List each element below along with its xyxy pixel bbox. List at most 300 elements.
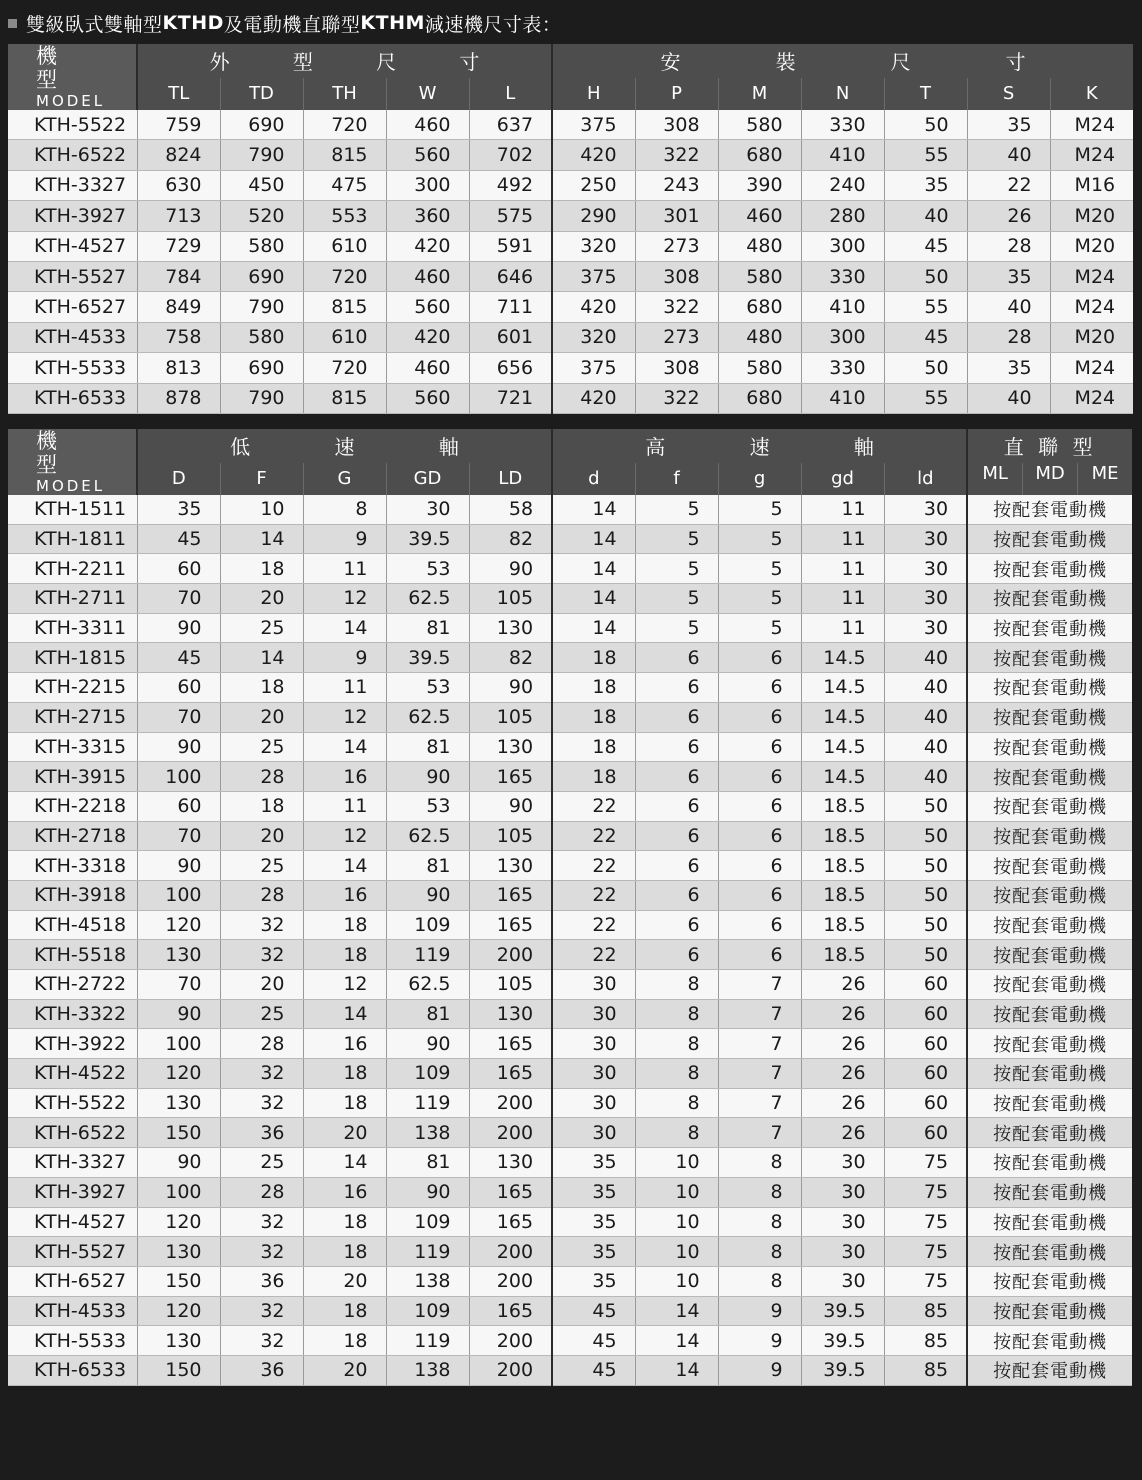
value-cell: 119 — [386, 1326, 469, 1356]
value-cell: 32 — [220, 1296, 303, 1326]
value-cell: 5 — [635, 495, 718, 524]
value-cell: 100 — [137, 880, 220, 910]
motor-note-cell: 按配套電動機 — [967, 495, 1132, 524]
value-cell: 16 — [303, 762, 386, 792]
value-cell: 5 — [718, 524, 801, 554]
column-header-m: M — [718, 78, 801, 110]
value-cell: 105 — [469, 584, 552, 614]
value-cell: 35 — [552, 1237, 635, 1267]
value-cell: 8 — [718, 1266, 801, 1296]
value-cell: 165 — [469, 1029, 552, 1059]
value-cell: 790 — [220, 292, 303, 322]
group-char: 安 — [660, 50, 681, 75]
table-row — [8, 821, 1132, 851]
value-cell: 25 — [220, 732, 303, 762]
model-cell: KTH-4518 — [8, 910, 137, 940]
value-cell: 200 — [469, 1237, 552, 1267]
motor-note-cell: 按配套電動機 — [967, 702, 1132, 732]
column-header-row — [8, 463, 1132, 495]
model-cell: KTH-3915 — [8, 762, 137, 792]
value-cell: 758 — [137, 322, 220, 352]
value-cell: M24 — [1050, 383, 1133, 413]
value-cell: 375 — [552, 353, 635, 383]
value-cell: 32 — [220, 940, 303, 970]
square-bullet-icon — [8, 19, 17, 28]
value-cell: 6 — [718, 940, 801, 970]
motor-note-cell: 按配套電動機 — [967, 940, 1132, 970]
model-header-en: MODEL — [36, 92, 106, 110]
value-cell: 40 — [884, 762, 967, 792]
value-cell: 410 — [801, 292, 884, 322]
value-cell: 40 — [967, 292, 1050, 322]
column-header-h: H — [552, 78, 635, 110]
value-cell: 646 — [469, 261, 552, 291]
value-cell: 85 — [884, 1326, 967, 1356]
value-cell: 12 — [303, 702, 386, 732]
value-cell: 10 — [635, 1177, 718, 1207]
value-cell: 39.5 — [801, 1326, 884, 1356]
value-cell: 14.5 — [801, 673, 884, 703]
value-cell: 250 — [552, 170, 635, 200]
value-cell: 70 — [137, 584, 220, 614]
value-cell: 30 — [386, 495, 469, 524]
value-cell: 6 — [718, 673, 801, 703]
value-cell: 26 — [801, 1029, 884, 1059]
value-cell: 8 — [718, 1177, 801, 1207]
value-cell: 813 — [137, 353, 220, 383]
value-cell: 30 — [552, 1118, 635, 1148]
dimension-table-outer-mount — [8, 44, 1133, 414]
value-cell: 30 — [552, 1088, 635, 1118]
value-cell: 18 — [220, 791, 303, 821]
value-cell: 109 — [386, 1296, 469, 1326]
value-cell: 26 — [801, 1118, 884, 1148]
motor-note-cell: 按配套電動機 — [967, 1237, 1132, 1267]
value-cell: 11 — [801, 613, 884, 643]
column-header-s: S — [967, 78, 1050, 110]
value-cell: 591 — [469, 231, 552, 261]
value-cell: 130 — [137, 1088, 220, 1118]
group-char: 軸 — [853, 435, 874, 460]
value-cell: 8 — [635, 1029, 718, 1059]
value-cell: 109 — [386, 1207, 469, 1237]
value-cell: 30 — [801, 1207, 884, 1237]
value-cell: 680 — [718, 140, 801, 170]
model-cell: KTH-5522 — [8, 1088, 137, 1118]
value-cell: 81 — [386, 1148, 469, 1178]
value-cell: 560 — [386, 292, 469, 322]
table-row — [8, 851, 1132, 881]
column-header-g: G — [303, 463, 386, 495]
motor-note-cell: 按配套電動機 — [967, 613, 1132, 643]
value-cell: 36 — [220, 1118, 303, 1148]
value-cell: 8 — [718, 1237, 801, 1267]
value-cell: 11 — [801, 554, 884, 584]
value-cell: 5 — [718, 584, 801, 614]
value-cell: 6 — [718, 821, 801, 851]
value-cell: 30 — [552, 1059, 635, 1089]
value-cell: 480 — [718, 322, 801, 352]
value-cell: 165 — [469, 910, 552, 940]
group-header-high-speed-shaft — [552, 429, 967, 463]
value-cell: 14 — [552, 584, 635, 614]
motor-note-cell: 按配套電動機 — [967, 1207, 1132, 1237]
value-cell: 14 — [303, 1148, 386, 1178]
value-cell: 8 — [635, 1088, 718, 1118]
model-header-en: MODEL — [36, 477, 106, 495]
motor-note-cell: 按配套電動機 — [967, 1029, 1132, 1059]
value-cell: 200 — [469, 1326, 552, 1356]
value-cell: 721 — [469, 383, 552, 413]
value-cell: 14.5 — [801, 702, 884, 732]
model-cell: KTH-5522 — [8, 110, 137, 140]
value-cell: 120 — [137, 1296, 220, 1326]
value-cell: 40 — [884, 673, 967, 703]
value-cell: 713 — [137, 201, 220, 231]
table-row — [8, 613, 1132, 643]
value-cell: 690 — [220, 261, 303, 291]
value-cell: 729 — [137, 231, 220, 261]
value-cell: 50 — [884, 353, 967, 383]
model-cell: KTH-5527 — [8, 1237, 137, 1267]
value-cell: 22 — [552, 940, 635, 970]
motor-note-cell: 按配套電動機 — [967, 1088, 1132, 1118]
value-cell: 9 — [718, 1296, 801, 1326]
value-cell: 22 — [552, 821, 635, 851]
value-cell: 55 — [884, 292, 967, 322]
value-cell: 8 — [635, 999, 718, 1029]
model-cell: KTH-6522 — [8, 1118, 137, 1148]
value-cell: 6 — [635, 851, 718, 881]
motor-note-cell: 按配套電動機 — [967, 1326, 1132, 1356]
value-cell: 100 — [137, 762, 220, 792]
value-cell: 45 — [552, 1355, 635, 1385]
value-cell: 680 — [718, 383, 801, 413]
value-cell: M20 — [1050, 231, 1133, 261]
value-cell: 9 — [718, 1355, 801, 1385]
value-cell: 165 — [469, 1207, 552, 1237]
value-cell: 5 — [635, 613, 718, 643]
value-cell: 35 — [137, 495, 220, 524]
value-cell: 40 — [967, 383, 1050, 413]
value-cell: 18 — [552, 702, 635, 732]
value-cell: 30 — [884, 584, 967, 614]
value-cell: 22 — [552, 791, 635, 821]
value-cell: 7 — [718, 1029, 801, 1059]
value-cell: 130 — [137, 1237, 220, 1267]
value-cell: 32 — [220, 1059, 303, 1089]
value-cell: 10 — [635, 1207, 718, 1237]
value-cell: 90 — [469, 673, 552, 703]
value-cell: 560 — [386, 383, 469, 413]
value-cell: 32 — [220, 1326, 303, 1356]
value-cell: 81 — [386, 999, 469, 1029]
group-header-direct-type: 直 聯 型 — [967, 429, 1132, 463]
value-cell: 165 — [469, 1059, 552, 1089]
value-cell: 560 — [386, 140, 469, 170]
value-cell: 90 — [137, 999, 220, 1029]
motor-note-cell: 按配套電動機 — [967, 584, 1132, 614]
value-cell: 420 — [552, 292, 635, 322]
value-cell: 35 — [552, 1177, 635, 1207]
value-cell: 75 — [884, 1148, 967, 1178]
value-cell: 36 — [220, 1355, 303, 1385]
value-cell: 460 — [386, 353, 469, 383]
column-header-md: MD — [1022, 463, 1077, 495]
value-cell: 36 — [220, 1266, 303, 1296]
value-cell: 18.5 — [801, 851, 884, 881]
value-cell: 120 — [137, 910, 220, 940]
value-cell: 25 — [220, 613, 303, 643]
value-cell: 7 — [718, 999, 801, 1029]
value-cell: 200 — [469, 1118, 552, 1148]
value-cell: 290 — [552, 201, 635, 231]
table-row — [8, 495, 1132, 524]
table-row — [8, 322, 1133, 352]
value-cell: 105 — [469, 702, 552, 732]
value-cell: M20 — [1050, 322, 1133, 352]
value-cell: 70 — [137, 821, 220, 851]
model-cell: KTH-2215 — [8, 673, 137, 703]
value-cell: 320 — [552, 322, 635, 352]
table-row — [8, 1148, 1132, 1178]
column-header-w: W — [386, 78, 469, 110]
value-cell: 90 — [137, 732, 220, 762]
value-cell: 45 — [552, 1326, 635, 1356]
column-header-k: K — [1050, 78, 1133, 110]
value-cell: 81 — [386, 732, 469, 762]
model-cell: KTH-3922 — [8, 1029, 137, 1059]
value-cell: 28 — [967, 231, 1050, 261]
value-cell: 410 — [801, 383, 884, 413]
model-cell: KTH-6527 — [8, 292, 137, 322]
value-cell: 10 — [220, 495, 303, 524]
value-cell: 360 — [386, 201, 469, 231]
motor-note-cell: 按配套電動機 — [967, 673, 1132, 703]
value-cell: 6 — [635, 732, 718, 762]
group-char: 低 — [230, 435, 251, 460]
value-cell: 18.5 — [801, 940, 884, 970]
value-cell: 18 — [303, 1237, 386, 1267]
value-cell: 119 — [386, 1237, 469, 1267]
value-cell: 30 — [801, 1148, 884, 1178]
value-cell: 75 — [884, 1207, 967, 1237]
value-cell: 20 — [220, 970, 303, 1000]
value-cell: M24 — [1050, 353, 1133, 383]
value-cell: 18 — [552, 643, 635, 673]
value-cell: 460 — [718, 201, 801, 231]
value-cell: 85 — [884, 1355, 967, 1385]
table-row — [8, 353, 1133, 383]
value-cell: 20 — [303, 1118, 386, 1148]
column-header-d: D — [137, 463, 220, 495]
model-cell: KTH-2715 — [8, 702, 137, 732]
value-cell: 601 — [469, 322, 552, 352]
value-cell: 720 — [303, 261, 386, 291]
value-cell: 26 — [801, 970, 884, 1000]
title-kthd: KTHD — [162, 12, 224, 34]
value-cell: 711 — [469, 292, 552, 322]
value-cell: 20 — [220, 821, 303, 851]
value-cell: 790 — [220, 383, 303, 413]
value-cell: 790 — [220, 140, 303, 170]
group-char: 裝 — [775, 50, 796, 75]
value-cell: 22 — [552, 851, 635, 881]
value-cell: 18 — [303, 1207, 386, 1237]
value-cell: 273 — [635, 231, 718, 261]
value-cell: 14.5 — [801, 643, 884, 673]
value-cell: 45 — [884, 231, 967, 261]
model-cell: KTH-1511 — [8, 495, 137, 524]
table-row — [8, 1355, 1132, 1385]
column-header-gd: GD — [386, 463, 469, 495]
group-char: 速 — [749, 435, 770, 460]
value-cell: 12 — [303, 821, 386, 851]
value-cell: 28 — [220, 1029, 303, 1059]
model-cell: KTH-3918 — [8, 880, 137, 910]
value-cell: 815 — [303, 292, 386, 322]
value-cell: 120 — [137, 1059, 220, 1089]
value-cell: 30 — [552, 999, 635, 1029]
model-header — [8, 429, 137, 495]
value-cell: 6 — [635, 880, 718, 910]
table-row — [8, 1237, 1132, 1267]
value-cell: 610 — [303, 322, 386, 352]
value-cell: 14 — [552, 613, 635, 643]
value-cell: 280 — [801, 201, 884, 231]
table-row — [8, 1207, 1132, 1237]
value-cell: 14 — [552, 554, 635, 584]
value-cell: 9 — [303, 524, 386, 554]
dimension-table-shafts — [8, 429, 1132, 1386]
value-cell: 30 — [884, 613, 967, 643]
motor-note-cell: 按配套電動機 — [967, 762, 1132, 792]
value-cell: 22 — [552, 880, 635, 910]
value-cell: 243 — [635, 170, 718, 200]
value-cell: 30 — [552, 1029, 635, 1059]
value-cell: 8 — [635, 970, 718, 1000]
column-header-me: ME — [1077, 463, 1132, 495]
group-header-low-speed-shaft — [137, 429, 552, 463]
value-cell: 702 — [469, 140, 552, 170]
value-cell: 55 — [884, 383, 967, 413]
value-cell: 680 — [718, 292, 801, 322]
value-cell: 824 — [137, 140, 220, 170]
motor-note-cell: 按配套電動機 — [967, 851, 1132, 881]
value-cell: 70 — [137, 970, 220, 1000]
motor-note-cell: 按配套電動機 — [967, 999, 1132, 1029]
value-cell: 630 — [137, 170, 220, 200]
title-text-1: 雙級臥式雙軸型 — [26, 13, 163, 36]
motor-note-cell: 按配套電動機 — [967, 554, 1132, 584]
value-cell: 6 — [718, 762, 801, 792]
title-kthm: KTHM — [360, 12, 425, 34]
value-cell: 165 — [469, 880, 552, 910]
value-cell: 60 — [137, 673, 220, 703]
value-cell: 18 — [303, 910, 386, 940]
value-cell: 8 — [635, 1118, 718, 1148]
value-cell: 35 — [552, 1148, 635, 1178]
table-row — [8, 231, 1133, 261]
value-cell: 475 — [303, 170, 386, 200]
value-cell: 575 — [469, 201, 552, 231]
value-cell: 322 — [635, 140, 718, 170]
value-cell: 18 — [303, 940, 386, 970]
value-cell: 90 — [386, 1177, 469, 1207]
value-cell: 28 — [967, 322, 1050, 352]
value-cell: 14.5 — [801, 732, 884, 762]
model-cell: KTH-6533 — [8, 1355, 137, 1385]
value-cell: 420 — [386, 322, 469, 352]
value-cell: 322 — [635, 383, 718, 413]
table-row — [8, 910, 1132, 940]
model-header-zh: 機 型 — [36, 44, 75, 92]
value-cell: 18 — [303, 1326, 386, 1356]
motor-note-cell: 按配套電動機 — [967, 1296, 1132, 1326]
value-cell: 10 — [635, 1237, 718, 1267]
value-cell: 60 — [137, 791, 220, 821]
table-row — [8, 1266, 1132, 1296]
model-cell: KTH-4533 — [8, 1296, 137, 1326]
value-cell: 60 — [884, 1118, 967, 1148]
value-cell: 165 — [469, 1177, 552, 1207]
table-row — [8, 201, 1133, 231]
value-cell: 105 — [469, 821, 552, 851]
value-cell: 390 — [718, 170, 801, 200]
motor-note-cell: 按配套電動機 — [967, 1148, 1132, 1178]
value-cell: 35 — [552, 1207, 635, 1237]
model-cell: KTH-1815 — [8, 643, 137, 673]
value-cell: 18.5 — [801, 880, 884, 910]
group-char: 尺 — [376, 50, 397, 75]
value-cell: 120 — [137, 1207, 220, 1237]
value-cell: 81 — [386, 851, 469, 881]
value-cell: M20 — [1050, 201, 1133, 231]
table-row — [8, 1088, 1132, 1118]
table-row — [8, 999, 1132, 1029]
value-cell: 53 — [386, 791, 469, 821]
value-cell: 11 — [801, 584, 884, 614]
column-header-p: P — [635, 78, 718, 110]
value-cell: 14 — [220, 643, 303, 673]
value-cell: 492 — [469, 170, 552, 200]
value-cell: 18 — [220, 554, 303, 584]
value-cell: 308 — [635, 353, 718, 383]
value-cell: 580 — [718, 261, 801, 291]
value-cell: 18 — [220, 673, 303, 703]
column-header-direct-group — [967, 463, 1132, 495]
table-row — [8, 554, 1132, 584]
value-cell: 16 — [303, 1029, 386, 1059]
value-cell: 165 — [469, 762, 552, 792]
column-header-n: N — [801, 78, 884, 110]
model-cell: KTH-6527 — [8, 1266, 137, 1296]
value-cell: 375 — [552, 261, 635, 291]
value-cell: 39.5 — [386, 643, 469, 673]
value-cell: 6 — [635, 940, 718, 970]
value-cell: 240 — [801, 170, 884, 200]
value-cell: 14.5 — [801, 762, 884, 792]
value-cell: 100 — [137, 1029, 220, 1059]
value-cell: 138 — [386, 1266, 469, 1296]
value-cell: 18 — [552, 673, 635, 703]
value-cell: 5 — [718, 554, 801, 584]
value-cell: 720 — [303, 353, 386, 383]
value-cell: 62.5 — [386, 702, 469, 732]
table-row — [8, 383, 1133, 413]
value-cell: 322 — [635, 292, 718, 322]
value-cell: 60 — [884, 970, 967, 1000]
